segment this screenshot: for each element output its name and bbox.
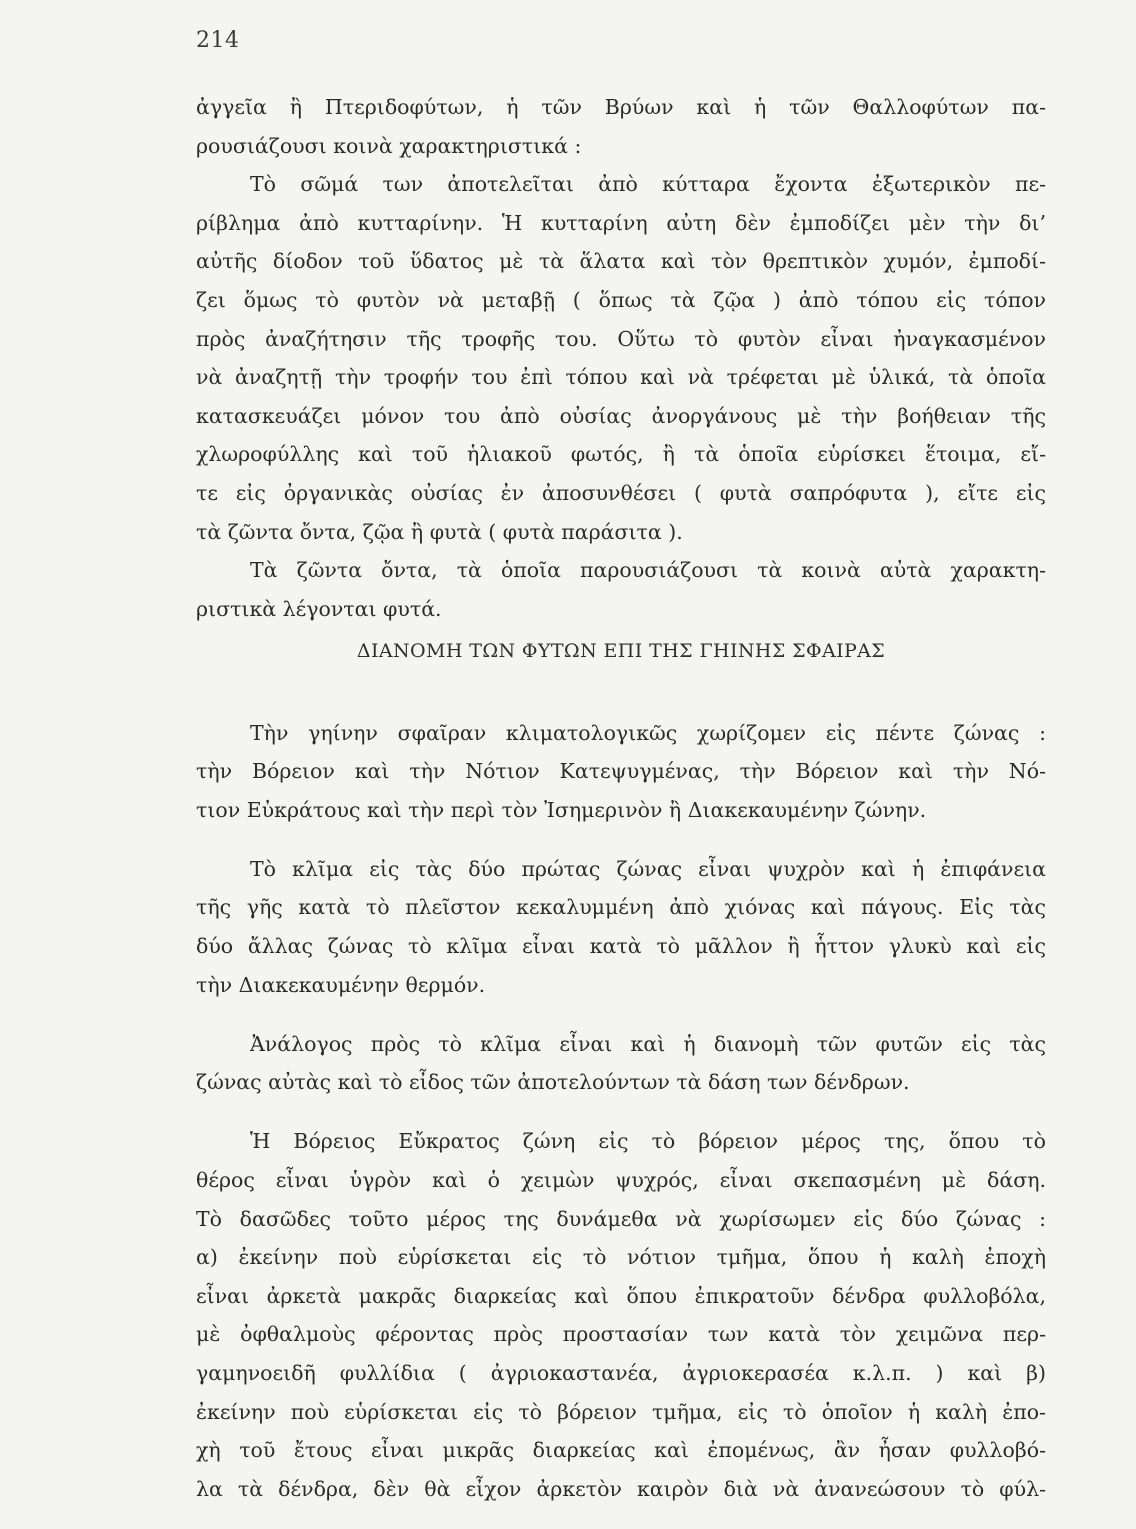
body-text-upper <box>196 88 1046 628</box>
section-heading: ΔΙΑΝΟΜΗ ΤΩΝ ΦΥΤΩΝ ΕΠΙ ΤΗΣ ΓΗΙΝΗΣ ΣΦΑΙΡΑΣ <box>356 640 886 662</box>
text-line: λα τὰ δένδρα, δὲν θὰ εἶχον ἀρκετὸν καιρὸν διὰ νὰ ἀνανεώσουν τὸ φύλ- <box>196 1476 1046 1501</box>
text-line: χὴ τοῦ ἔτους εἶναι μικρᾶς διαρκείας καὶ ἐπομένως, ἂν ἦσαν φυλλοβό- <box>196 1438 1046 1463</box>
text-line: ρίβλημα ἀπὸ κυτταρίνην. Ἡ κυτταρίνη αὐτη δὲν ἐμποδίζει μὲν τὴν δι’ <box>196 210 1046 235</box>
text-line: νὰ ἀναζητῇ τὴν τροφήν του ἐπὶ τόπου καὶ νὰ τρέφεται μὲ ὑλικά, τὰ ὁποῖα <box>196 365 1046 390</box>
text-line: Τὴν γηίνην σφαῖραν κλιματολογικῶς χωρίζομεν εἰς πέντε ζώνας : <box>250 720 1046 745</box>
text-line: ἀγγεῖα ἢ Πτεριδοφύτων, ἡ τῶν Βρύων καὶ ἡ τῶν Θαλλοφύτων πα- <box>196 95 1046 119</box>
text-line: ριστικὰ λέγονται φυτά. <box>196 596 442 621</box>
text-line: Ἡ Βόρειος Εὔκρατος ζώνη εἰς τὸ βόρειον μέρος της, ὅπου τὸ <box>250 1129 1046 1154</box>
text-line: τὴν Διακεκαυμένην θερμόν. <box>196 972 486 997</box>
text-line: τὰ ζῶντα ὄντα, ζῷα ἢ φυτὰ ( φυτὰ παράσιτα ). <box>196 519 683 544</box>
text-line: τὴν Βόρειον καὶ τὴν Νότιον Κατεψυγμένας, τὴν Βόρειον καὶ τὴν Νό- <box>196 759 1046 784</box>
text-line: Τὸ σῶμά των ἀποτελεῖται ἀπὸ κύτταρα ἔχοντα ἐξωτερικὸν πε- <box>250 172 1046 197</box>
text-line: Τὸ δασῶδες τοῦτο μέρος της δυνάμεθα νὰ χωρίσωμεν εἰς δύο ζώνας : <box>196 1206 1046 1231</box>
text-line: τῆς γῆς κατὰ τὸ πλεῖστον κεκαλυμμένη ἀπὸ χιόνας καὶ πάγους. Εἰς τὰς <box>196 895 1046 920</box>
paragraph-6 <box>196 1025 1046 1102</box>
paragraph-7 <box>196 1122 1046 1508</box>
text-line: μὲ ὀφθαλμοὺς φέροντας πρὸς προστασίαν των κατὰ τὸν χειμῶνα περ- <box>196 1322 1046 1347</box>
text-line: ἐκείνην ποὺ εὑρίσκεται εἰς τὸ βόρειον τμῆμα, εἰς τὸ ὁποῖον ἡ καλὴ ἐπο- <box>196 1399 1046 1424</box>
paragraph-3 <box>196 551 1046 628</box>
text-line: κατασκευάζει μόνον του ἀπὸ οὐσίας ἀνοργάνους μὲ τὴν βοήθειαν τῆς <box>196 403 1046 428</box>
text-line: τε εἰς ὀργανικὰς οὐσίας ἐν ἀποσυνθέσει ( φυτὰ σαπρόφυτα ), εἴτε εἰς <box>196 480 1046 505</box>
paragraph-4 <box>196 714 1046 830</box>
body-text-lower <box>196 693 1046 1529</box>
text-line: τιον Εὐκράτους καὶ τὴν περὶ τὸν Ἰσημερινὸν ἢ Διακεκαυμένην ζώνην. <box>196 797 927 822</box>
paragraph-5 <box>196 850 1046 1004</box>
text-line: Τὸ κλῖμα εἰς τὰς δύο πρώτας ζώνας εἶναι ψυχρὸν καὶ ἡ ἐπιφάνεια <box>250 856 1046 881</box>
text-line: γαμηνοειδῆ φυλλίδια ( ἀγριοκαστανέα, ἀγριοκερασέα κ.λ.π. ) καὶ β) <box>196 1360 1046 1385</box>
page-number: 214 <box>196 28 240 53</box>
text-line: πρὸς ἀναζήτησιν τῆς τροφῆς του. Οὕτω τὸ φυτὸν εἶναι ἠναγκασμένον <box>196 326 1046 351</box>
text-line: ζει ὅμως τὸ φυτὸν νὰ μεταβῇ ( ὅπως τὰ ζῷα ) ἀπὸ τόπου εἰς τόπον <box>196 287 1046 312</box>
text-line: χλωροφύλλης καὶ τοῦ ἡλιακοῦ φωτός, ἢ τὰ ὁποῖα εὑρίσκει ἕτοιμα, εἴ- <box>196 442 1046 467</box>
text-line: δύο ἄλλας ζώνας τὸ κλῖμα εἶναι κατὰ τὸ μᾶλλον ἢ ἧττον γλυκὺ καὶ εἰς <box>196 933 1046 958</box>
text-line: ζώνας αὐτὰς καὶ τὸ εἶδος τῶν ἀποτελούντων τὰ δάση των δένδρων. <box>196 1070 910 1095</box>
paragraph-2 <box>196 165 1046 551</box>
text-line: ρουσιάζουσι κοινὰ χαρακτηριστικά : <box>196 133 582 158</box>
text-line: εἶναι ἀρκετὰ μακρᾶς διαρκείας καὶ ὅπου ἐπικρατοῦν δένδρα φυλλοβόλα, <box>196 1283 1046 1308</box>
text-line: αὐτῆς δίοδον τοῦ ὕδατος μὲ τὰ ἅλατα καὶ τὸν θρεπτικὸν χυμόν, ἐμποδί- <box>196 249 1046 274</box>
text-line: Τὰ ζῶντα ὄντα, τὰ ὁποῖα παρουσιάζουσι τὰ κοινὰ αὐτὰ χαρακτη- <box>250 558 1046 583</box>
text-line: α) ἐκείνην ποὺ εὑρίσκεται εἰς τὸ νότιον τμῆμα, ὅπου ἡ καλὴ ἐποχὴ <box>196 1245 1046 1270</box>
text-line: Ἀνάλογος πρὸς τὸ κλῖμα εἶναι καὶ ἡ διανομὴ τῶν φυτῶν εἰς τὰς <box>250 1031 1046 1056</box>
text-line: θέρος εἶναι ὑγρὸν καὶ ὁ χειμὼν ψυχρός, εἶναι σκεπασμένη μὲ δάση. <box>196 1167 1046 1192</box>
paragraph-1 <box>196 88 1046 165</box>
